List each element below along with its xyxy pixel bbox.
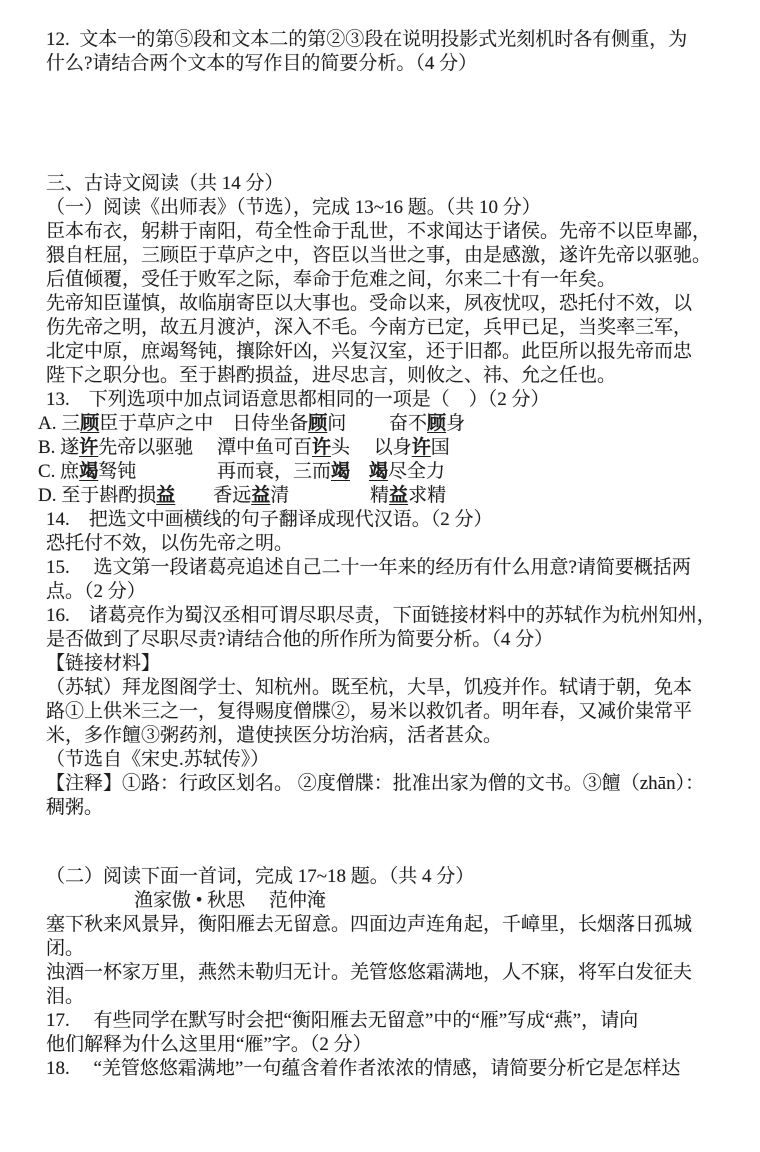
section-3-heading: 三、古诗文阅读（共 14 分） [46, 173, 284, 194]
question-18-line: 18. “羌管悠悠霜满地”一句蕴含着作者浓浓的情感，请简要分析它是怎样达 [46, 1058, 681, 1079]
dotted-word: 竭 [330, 461, 350, 482]
question-17-line: 他们解释为什么这里用“雁”字。（2 分） [46, 1034, 372, 1055]
essay-line: 后值倾覆，受任于败军之际，奉命于危难之间，尔来二十有一年矣。 [46, 269, 617, 290]
section-3-ancient-poetry-reading [38, 172, 716, 820]
question-15-line: 15. 选文第一段诸葛亮追述自己二十一年来的经历有什么用意?请简要概括两 [46, 557, 691, 578]
dotted-word: 顾 [308, 413, 328, 434]
essay-line: 猥自枉屈，三顾臣于草庐之中，咨臣以当世之事，由是感激，遂许先帝以驱驰。 [46, 245, 712, 266]
dotted-word: 竭 [79, 461, 99, 482]
dotted-word: 许 [79, 437, 99, 458]
question-14-stem: 14. 把选文中画横线的句子翻译成现代汉语。（2 分） [46, 509, 493, 530]
essay-line: 陛下之职分也。至于斟酌损益，进尽忠言，则攸之、祎、允之任也。 [46, 365, 617, 386]
dotted-word: 许 [311, 437, 331, 458]
question-15-line: 点。（2 分） [46, 581, 146, 602]
poem-title: 渔家傲 • 秋思 范仲淹 [134, 890, 326, 911]
essay-line: 先帝知臣谨慎，故临崩寄臣以大事也。受命以来，夙夜忧叹，恐托付不效，以 [46, 293, 693, 314]
dotted-word: 顾 [427, 413, 447, 434]
link-material-label: 【链接材料】 [46, 653, 161, 674]
dotted-word: 顾 [80, 413, 100, 434]
dotted-word: 竭 [369, 461, 389, 482]
poem-line: 塞下秋来风景异，衡阳雁去无留意。四面边声连角起，千嶂里，长烟落日孤城 [46, 914, 693, 935]
poem-line: 闭。 [46, 938, 85, 959]
question-14-sentence: 恐托付不效，以伤先帝之明。 [46, 533, 294, 554]
part-2-intro: （二）阅读下面一首词，完成 17~18 题。（共 4 分） [46, 866, 475, 887]
dotted-word: 许 [411, 437, 431, 458]
essay-line: 伤先帝之明，故五月渡泸，深入不毛。今南方已定，兵甲已足，当奖率三军， [46, 317, 693, 338]
link-material-line: 米，多作饘③粥药剂，遣使挟医分坊治病，活者甚众。 [46, 725, 503, 746]
dotted-word: 益 [156, 485, 176, 506]
link-material-line: （苏轼）拜龙图阁学士、知杭州。既至杭，大旱，饥疫并作。轼请于朝，免本 [46, 677, 693, 698]
question-16-line: 16. 诸葛亮作为蜀汉丞相可谓尽职尽责，下面链接材料中的苏轼作为杭州知州， [46, 605, 716, 626]
poem-line: 泪。 [46, 986, 85, 1007]
question-13-option-c: C. 庶竭驽钝 再而衰，三而竭 竭尽全力 [38, 461, 446, 482]
question-12 [46, 28, 716, 76]
dotted-word: 益 [389, 485, 409, 506]
question-12-line: 12. 文本一的第⑤段和文本二的第②③段在说明投影式光刻机时各有侧重，为 [46, 29, 688, 50]
question-13-option-b: B. 遂许先帝以驱驰 潭中鱼可百许头 以身许国 [38, 437, 450, 458]
essay-line: 北定中原，庶竭驽钝，攘除奸凶，兴复汉室，还于旧都。此臣所以报先帝而忠 [46, 341, 693, 362]
poem-line: 浊酒一杯家万里，燕然未勒归无计。羌管悠悠霜满地，人不寐，将军白发征夫 [46, 962, 693, 983]
section-3-part-2 [46, 865, 716, 1081]
question-16-line: 是否做到了尽职尽责?请结合他的所作所为简要分析。（4 分） [46, 629, 554, 650]
part-1-intro: （一）阅读《出师表》（节选），完成 13~16 题。（共 10 分） [46, 197, 541, 218]
notes-line: 【注释】①路：行政区划名。 ②度僧牒：批准出家为僧的文书。③饘（zhān）： [46, 773, 705, 794]
question-12-line: 什么?请结合两个文本的写作目的简要分析。（4 分） [46, 53, 478, 74]
link-material-source: （节选自《宋史.苏轼传》） [46, 749, 270, 770]
dotted-word: 益 [251, 485, 271, 506]
link-material-line: 路①上供米三之一，复得赐度僧牒②，易米以救饥者。明年春，又减价粜常平 [46, 701, 693, 722]
essay-line: 臣本布衣，躬耕于南阳，苟全性命于乱世，不求闻达于诸侯。先帝不以臣卑鄙， [46, 221, 712, 242]
question-13-option-d: D. 至于斟酌损益 香远益清 精益求精 [38, 485, 447, 506]
question-13-stem: 13. 下列选项中加点词语意思都相同的一项是（ ）（2 分） [46, 389, 550, 410]
question-13-option-a: A. 三顾臣于草庐之中 日侍坐备顾问 奋不顾身 [38, 413, 466, 434]
notes-line: 稠粥。 [46, 797, 104, 818]
question-17-line: 17. 有些同学在默写时会把“衡阳雁去无留意”中的“雁”写成“燕”，请向 [46, 1010, 639, 1031]
